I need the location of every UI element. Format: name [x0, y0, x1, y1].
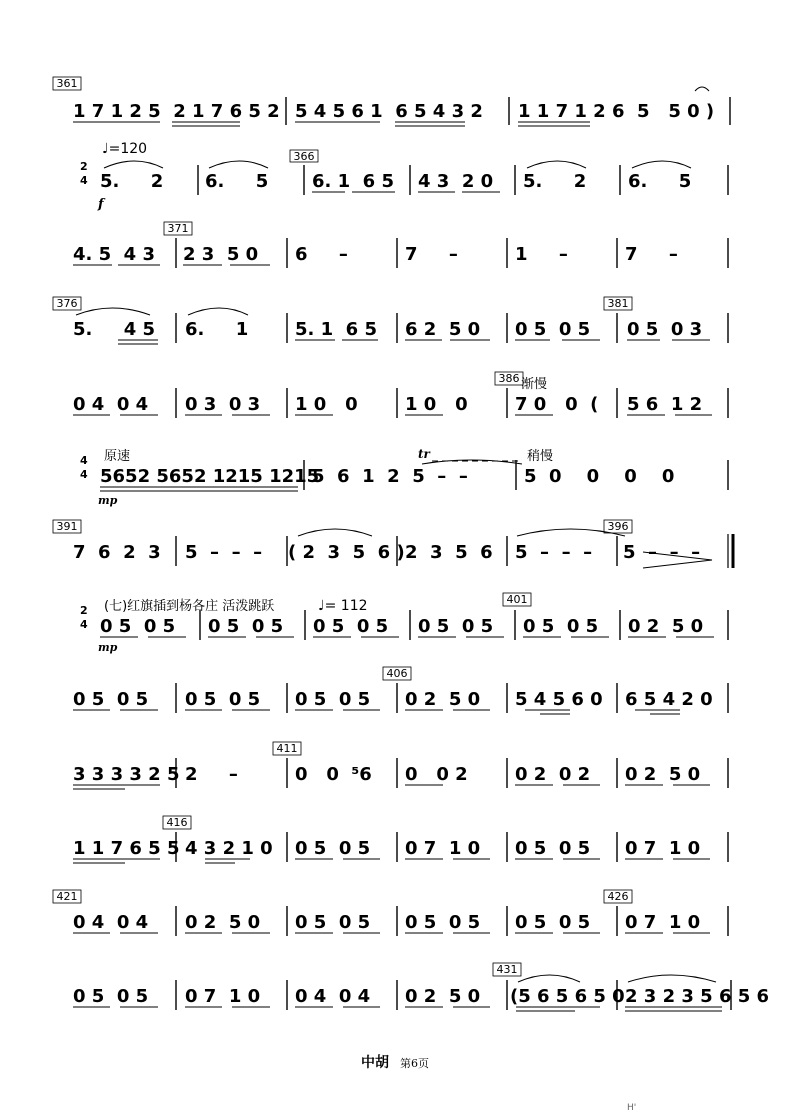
measure: 0 5 0 5: [73, 986, 149, 1007]
score-system: [0, 814, 790, 874]
measure: 0 2 0 2: [515, 764, 591, 785]
measure: 2 3 2 3 5 6 5 6: [625, 986, 770, 1007]
measure: 1 7 1 2 5 2 1 7 6 5 2: [73, 101, 280, 122]
system-notation: [0, 220, 790, 280]
measure: 0 5 0 3: [627, 319, 703, 340]
tempo-text: 原速: [104, 449, 131, 464]
measure: 5 0 0 0 0: [524, 466, 675, 487]
measure: 0 5 0 5: [208, 616, 284, 637]
measure: 0 5 0 5: [523, 616, 599, 637]
rehearsal-number: 401: [506, 593, 528, 606]
system-notation: [0, 740, 790, 800]
score-system: [0, 295, 790, 355]
instrument-name: 中胡: [360, 1055, 389, 1071]
measure: 0 4 0 4: [73, 912, 149, 933]
score-system: [0, 370, 790, 430]
rehearsal-number: 406: [386, 667, 408, 680]
score-system: [0, 75, 790, 135]
trill-mark: tr: [418, 447, 430, 461]
time-signature: 4: [80, 618, 88, 631]
rehearsal-number: 396: [607, 520, 629, 533]
rehearsal-number: 416: [166, 816, 188, 829]
measure: 0 7 1 0: [185, 986, 261, 1007]
score-system: [0, 590, 790, 658]
measure: 0 7 1 0: [625, 912, 701, 933]
measure: 5. 1 6 5: [295, 319, 378, 340]
rehearsal-number: 426: [607, 890, 629, 903]
time-signature: 2: [80, 604, 88, 617]
measure: 4. 5 4 3: [73, 244, 156, 265]
slur: [518, 975, 580, 982]
measure: 0 5 0 5: [295, 838, 371, 859]
score-system: [0, 960, 790, 1025]
tempo-mark: ♩= 112: [318, 598, 368, 614]
score-system: [0, 140, 790, 210]
section-title: (七)红旗插到杨各庄 活泼跳跃: [104, 599, 275, 614]
slur: [298, 529, 372, 536]
measure: 4 3 2 0: [418, 171, 494, 192]
system-notation: [0, 295, 790, 355]
measure: 0 7 1 0: [405, 838, 481, 859]
measure: 0 5 0 5: [418, 616, 494, 637]
measure: 7 0 0 (: [515, 394, 599, 415]
measure: 0 2 5 0: [405, 689, 481, 710]
measure: (5 6 5 6 5 0: [510, 986, 625, 1007]
measure: 5. 4 5: [73, 319, 156, 340]
measure: 0 7 1 0: [625, 838, 701, 859]
rehearsal-number: 421: [56, 890, 78, 903]
measure: 5652 5652 1215 1215: [100, 466, 320, 487]
slur: [76, 308, 150, 315]
time-signature: 4: [80, 468, 88, 481]
rehearsal-number: 386: [498, 372, 520, 385]
tempo-text: 稍慢: [527, 449, 554, 464]
slur: [527, 161, 586, 168]
tempo-text: 渐慢: [521, 377, 548, 392]
measure: 6 5 4 2 0: [625, 689, 713, 710]
measure: 6. 5: [628, 171, 692, 192]
system-notation: [0, 370, 790, 430]
measure: 0 5 0 5: [295, 912, 371, 933]
score-system: [0, 665, 790, 725]
measure: 0 5 0 5: [73, 689, 149, 710]
measure: 5. 2: [100, 171, 164, 192]
system-notation: [0, 590, 790, 658]
measure: 7 6 2 3: [73, 542, 161, 563]
measure: 4 3 2 1 0: [185, 838, 273, 859]
measure: 5 4 5 6 1 6 5 4 3 2: [295, 101, 483, 122]
measure: 7 –: [625, 244, 678, 265]
measure: 1 1 7 1 2 6 5 5 0 ): [518, 101, 715, 122]
score-system: [0, 888, 790, 948]
measure: 2 3 5 6: [405, 542, 493, 563]
system-notation: [0, 442, 790, 510]
system-notation: [0, 665, 790, 725]
measure: 5 – – –: [515, 542, 593, 563]
rehearsal-number: 431: [496, 963, 518, 976]
rehearsal-number: 411: [276, 742, 298, 755]
measure: 5 – – –: [623, 542, 701, 563]
system-notation: [0, 888, 790, 948]
system-notation: [0, 960, 790, 1025]
measure: 3 3 3 3 2 5: [73, 764, 180, 785]
fermata: [695, 87, 709, 91]
time-signature: 4: [80, 174, 88, 187]
measure: 0 5 0 5: [515, 838, 591, 859]
time-signature: 2: [80, 160, 88, 173]
measure: 2 –: [185, 764, 238, 785]
measure: 6 2 5 0: [405, 319, 481, 340]
measure: 0 5 0 5: [100, 616, 176, 637]
slur: [628, 975, 716, 982]
rehearsal-number: 376: [56, 297, 78, 310]
system-notation: [0, 140, 790, 210]
measure: 5. 2: [523, 171, 587, 192]
rehearsal-number: 366: [293, 150, 315, 163]
measure: 7 –: [405, 244, 458, 265]
tempo-mark: ♩=120: [102, 141, 148, 157]
measure: 0 5 0 5: [515, 912, 591, 933]
page-number: 第6页: [400, 1057, 430, 1070]
measure: 2 3 5 0: [183, 244, 259, 265]
measure: 1 0 0: [405, 394, 468, 415]
rehearsal-number: 391: [56, 520, 78, 533]
measure: 5 6 1 2: [627, 394, 703, 415]
measure: 1 0 0: [295, 394, 358, 415]
measure: 0 5 0 5: [515, 319, 591, 340]
rehearsal-number: 361: [56, 77, 78, 90]
dynamic-mark: mp: [98, 641, 118, 654]
measure: 1 –: [515, 244, 568, 265]
measure: 0 2 5 0: [405, 986, 481, 1007]
measure: 0 5 0 5: [295, 689, 371, 710]
slur: [104, 161, 163, 168]
measure: 5 6 1 2 5 – –: [312, 466, 468, 487]
slur: [188, 308, 248, 315]
measure: 6. 1: [185, 319, 249, 340]
measure: 0 5 0 5: [313, 616, 389, 637]
measure: 0 2 5 0: [625, 764, 701, 785]
rehearsal-number: 371: [167, 222, 189, 235]
slur: [209, 161, 268, 168]
system-notation: [0, 75, 790, 135]
measure: 6. 1 6 5: [312, 171, 395, 192]
measure: 0 0 ⁵6: [295, 764, 372, 785]
rehearsal-number: 381: [607, 297, 629, 310]
measure: 0 3 0 3: [185, 394, 261, 415]
score-system: [0, 740, 790, 800]
score-system: [0, 442, 790, 510]
score-system: [0, 220, 790, 280]
score-system: [0, 518, 790, 578]
system-notation: [0, 518, 790, 578]
measure: 6. 5: [205, 171, 269, 192]
measure: 0 4 0 4: [295, 986, 371, 1007]
measure: 0 0 2: [405, 764, 468, 785]
measure: 0 5 0 5: [405, 912, 481, 933]
measure: 0 4 0 4: [73, 394, 149, 415]
slur: [632, 161, 691, 168]
page-footer: [0, 1052, 790, 1072]
time-signature: 4: [80, 454, 88, 467]
measure: 5 – – –: [185, 542, 263, 563]
measure: 0 5 0 5: [185, 689, 261, 710]
measure: 0 2 5 0: [628, 616, 704, 637]
stray-mark: H': [627, 1103, 637, 1113]
system-notation: [0, 814, 790, 874]
measure: 6 –: [295, 244, 348, 265]
measure: 0 2 5 0: [185, 912, 261, 933]
dynamic-mark: f: [98, 197, 104, 212]
measure: ( 2 3 5 6 ): [288, 542, 405, 563]
measure: 1 1 7 6 5 5: [73, 838, 180, 859]
measure: 5 4 5 6 0: [515, 689, 603, 710]
dynamic-mark: mp: [98, 494, 118, 507]
